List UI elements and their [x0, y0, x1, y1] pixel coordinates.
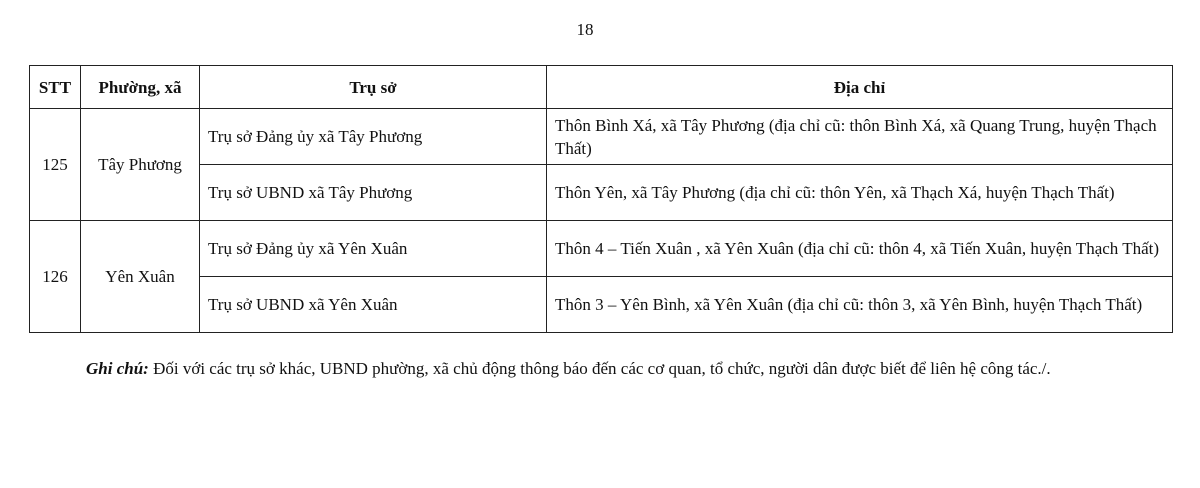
header-office: Trụ sở — [200, 66, 547, 109]
address-cell: Thôn Bình Xá, xã Tây Phương (địa chỉ cũ: thôn Bình Xá, xã Quang Trung, huyện Thạch Thất) — [547, 109, 1173, 165]
table-row — [30, 165, 1173, 221]
header-stt: STT — [30, 66, 81, 109]
office-cell: Trụ sở Đảng ủy xã Tây Phương — [200, 109, 547, 165]
stt-cell: 125 — [30, 109, 81, 221]
ward-cell: Yên Xuân — [81, 221, 200, 333]
address-cell: Thôn 4 – Tiến Xuân , xã Yên Xuân (địa chỉ cũ: thôn 4, xã Tiến Xuân, huyện Thạch Thất) — [547, 221, 1173, 277]
table-header-row — [30, 66, 1173, 109]
page-number: 18 — [576, 20, 594, 39]
office-address-table — [29, 65, 1173, 333]
table-row — [30, 277, 1173, 333]
header-address: Địa chỉ — [547, 66, 1173, 109]
header-ward: Phường, xã — [81, 66, 200, 109]
table-row — [30, 221, 1173, 277]
office-cell: Trụ sở UBND xã Yên Xuân — [200, 277, 547, 333]
table-row — [30, 109, 1173, 165]
address-cell: Thôn Yên, xã Tây Phương (địa chỉ cũ: thôn Yên, xã Thạch Xá, huyện Thạch Thất) — [547, 165, 1173, 221]
address-cell: Thôn 3 – Yên Bình, xã Yên Xuân (địa chỉ cũ: thôn 3, xã Yên Bình, huyện Thạch Thất) — [547, 277, 1173, 333]
ward-cell: Tây Phương — [81, 109, 200, 221]
footnote-label: Ghi chú: — [86, 359, 149, 378]
stt-cell: 126 — [30, 221, 81, 333]
office-cell: Trụ sở Đảng ủy xã Yên Xuân — [200, 221, 547, 277]
office-cell: Trụ sở UBND xã Tây Phương — [200, 165, 547, 221]
footnote-text: Đối với các trụ sở khác, UBND phường, xã chủ động thông báo đến các cơ quan, tổ chức, người dân được biết để liên hệ công tác./. — [153, 359, 1051, 378]
footnote — [29, 356, 1173, 381]
